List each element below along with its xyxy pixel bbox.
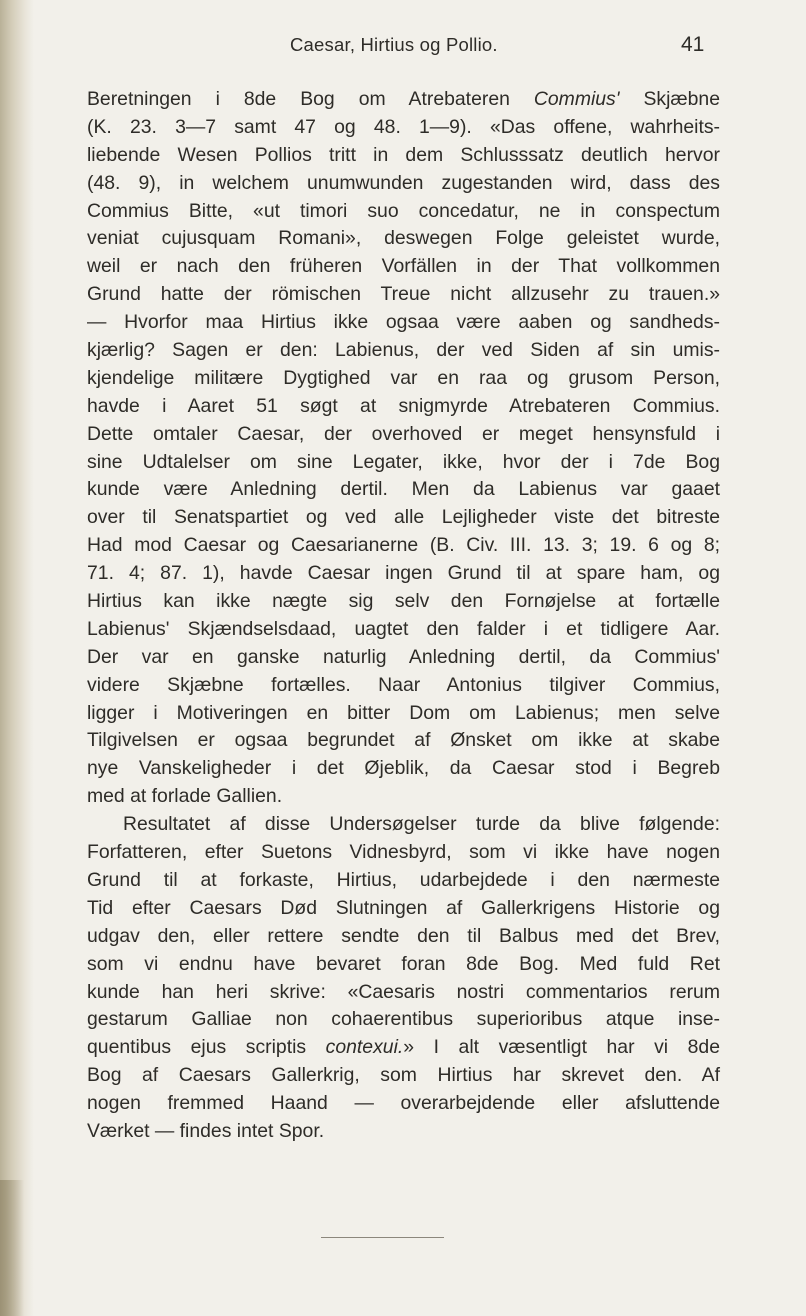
text-line: 71. 4; 87. 1), havde Caesar ingen Grund til at spare ham, og bbox=[87, 562, 720, 585]
text-line: kjendelige militære Dygtighed var en raa og grusom Person, bbox=[87, 366, 720, 389]
text-line: nye Vanskeligheder i det Øjeblik, da Caesar stod i Begreb bbox=[87, 757, 720, 780]
text-line: kunde han heri skrive: «Caesaris nostri commentarios rerum bbox=[87, 980, 720, 1003]
text-line: Grund hatte der römischen Treue nicht allzusehr zu trauen.» bbox=[87, 283, 720, 306]
text-line: Hirtius kan ikke nægte sig selv den Fornøjelse at fortælle bbox=[87, 590, 720, 613]
running-head: Caesar, Hirtius og Pollio. bbox=[290, 34, 498, 55]
text-line: Resultatet af disse Undersøgelser turde da blive følgende: bbox=[123, 813, 720, 836]
text-line: ligger i Motiveringen en bitter Dom om Labienus; men selve bbox=[87, 701, 720, 724]
text-line: (48. 9), in welchem unumwunden zugestanden wird, dass des bbox=[87, 171, 720, 194]
text-line: udgav den, eller rettere sendte den til Balbus med det Brev, bbox=[87, 924, 720, 947]
text-line: Der var en ganske naturlig Anledning dertil, da Commius' bbox=[87, 645, 720, 668]
text-line: gestarum Galliae non cohaerentibus superioribus atque inse- bbox=[87, 1008, 720, 1031]
text-line: Labienus' Skjændselsdaad, uagtet den falder i et tidligere Aar. bbox=[87, 617, 720, 640]
text-line: med at forlade Gallien. bbox=[87, 785, 283, 808]
page-gutter-shadow bbox=[0, 0, 34, 1316]
text-line: Grund til at forkaste, Hirtius, udarbejdede i den nærmeste bbox=[87, 868, 720, 891]
text-line: liebende Wesen Pollios tritt in dem Schlusssatz deutlich hervor bbox=[87, 143, 720, 166]
text-line: Beretningen i 8de Bog om Atrebateren Commius' Skjæbne bbox=[87, 88, 720, 110]
text-line: Tilgivelsen er ogsaa begrundet af Ønsket om ikke at skabe bbox=[87, 729, 720, 752]
text-line: kjærlig? Sagen er den: Labienus, der ved Siden af sin umis- bbox=[87, 339, 720, 362]
text-line: Dette omtaler Caesar, der overhoved er meget hensynsfuld i bbox=[87, 422, 720, 445]
text-line: som vi endnu have bevaret foran 8de Bog. Med fuld Ret bbox=[87, 952, 720, 975]
text-line: videre Skjæbne fortælles. Naar Antonius tilgiver Commius, bbox=[87, 673, 720, 696]
text-line: Bog af Caesars Gallerkrig, som Hirtius har skrevet den. Af bbox=[87, 1064, 720, 1087]
text-line: quentibus ejus scriptis contexui.» I alt væsentligt har vi 8de bbox=[87, 1036, 720, 1059]
text-line: over til Senatspartiet og ved alle Lejligheder viste det bitreste bbox=[87, 506, 720, 529]
text-line: sine Udtalelser om sine Legater, ikke, hvor der i 7de Bog bbox=[87, 450, 720, 473]
text-line: — Hvorfor maa Hirtius ikke ogsaa være aaben og sandheds- bbox=[87, 311, 720, 334]
text-line: (K. 23. 3—7 samt 47 og 48. 1—9). «Das offene, wahrheits- bbox=[87, 115, 720, 138]
text-line: veniat cujusquam Romani», deswegen Folge geleistet wurde, bbox=[87, 227, 720, 250]
text-line: Forfatteren, efter Suetons Vidnesbyrd, som vi ikke have nogen bbox=[87, 841, 720, 864]
end-rule bbox=[321, 1237, 444, 1238]
text-line: kunde være Anledning dertil. Men da Labienus var gaaet bbox=[87, 478, 720, 501]
text-line: Had mod Caesar og Caesarianerne (B. Civ. III. 13. 3; 19. 6 og 8; bbox=[87, 534, 720, 557]
text-line: Værket — findes intet Spor. bbox=[87, 1119, 325, 1142]
page-edge-shadow bbox=[0, 1180, 24, 1316]
body-text bbox=[87, 86, 720, 1146]
text-line: havde i Aaret 51 søgt at snigmyrde Atrebateren Commius. bbox=[87, 394, 720, 417]
text-line: Commius Bitte, «ut timori suo concedatur, ne in conspectum bbox=[87, 199, 720, 222]
page-number: 41 bbox=[681, 33, 705, 56]
text-line: weil er nach den früheren Vorfällen in der That vollkommen bbox=[87, 255, 720, 278]
text-line: Tid efter Caesars Død Slutningen af Gallerkrigens Historie og bbox=[87, 896, 720, 919]
page-header bbox=[0, 34, 806, 58]
text-line: nogen fremmed Haand — overarbejdende eller afsluttende bbox=[87, 1092, 720, 1115]
